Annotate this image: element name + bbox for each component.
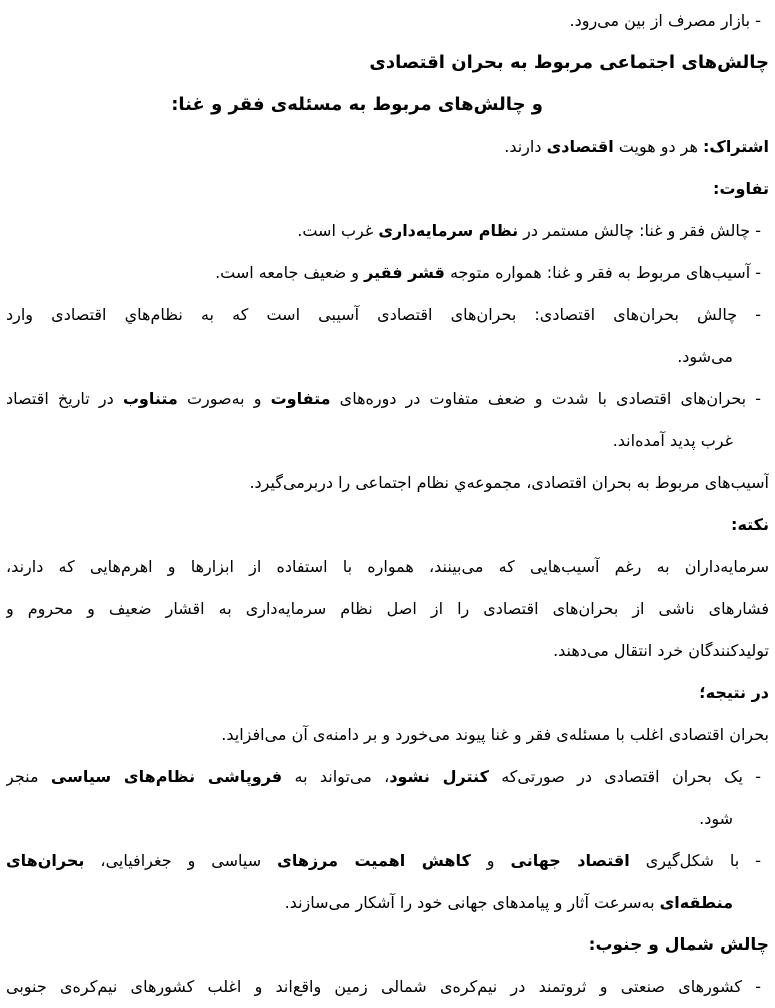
para-crisis-poverty-link: [6, 714, 769, 756]
text-run: و ضعیف جامعه است.: [215, 263, 365, 282]
text-line: [6, 126, 769, 168]
para-result-label: [6, 672, 769, 714]
bold-text-run: اقتصادی: [546, 137, 614, 156]
text-line: [6, 630, 769, 672]
text-line: [6, 714, 769, 756]
para-crisis-harms-society: [6, 462, 769, 504]
text-run: در تاریخ اقتصاد: [6, 389, 123, 408]
para-difference-label: [6, 168, 769, 210]
text-line: [6, 672, 769, 714]
text-run: منجر: [6, 767, 51, 786]
bold-text-run: منطقه‌ای: [659, 893, 733, 912]
bold-text-run: چالش‌های اجتماعی مربوط به بحران اقتصادی: [369, 52, 769, 73]
text-line: [6, 840, 769, 882]
text-line: [6, 0, 769, 42]
bold-text-run: کنترل نشود: [389, 767, 489, 786]
bullet-global-economy-regional-crises: [6, 840, 769, 924]
text-line: [6, 588, 769, 630]
text-run: - چالش فقر و غنا: چالش مستمر در: [518, 221, 761, 240]
para-commonality: [6, 126, 769, 168]
text-run: هر دو هویت: [613, 137, 704, 156]
text-run: دارند.: [504, 137, 547, 156]
text-run: - آسیب‌های مربوط به فقر و غنا: همواره متوجه: [444, 263, 761, 282]
bold-text-run: اشتراک:: [703, 137, 769, 156]
bullet-crises-intermittent: [6, 378, 769, 462]
text-run: ، می‌تواند به: [282, 767, 390, 786]
text-line: [6, 252, 769, 294]
text-run: تولیدکنندگان خرد انتقال می‌دهند.: [553, 641, 769, 660]
bold-text-run: چالش شمال و جنوب:: [588, 935, 769, 955]
bullet-economic-crises-challenge: [6, 294, 769, 378]
text-run: سرمایه‌داران به رغم آسیب‌هایی که می‌بینند، همواره با استفاده از ابزارها و اهرم‌هایی که دارند،: [6, 557, 769, 576]
bullet-poverty-wealth-challenge: [6, 210, 769, 252]
bold-text-run: نکته:: [731, 515, 769, 534]
bold-text-run: بحران‌های: [6, 851, 85, 870]
bold-text-run: فروپاشی نظام‌های سیاسی: [50, 767, 283, 786]
text-line: [6, 42, 769, 84]
text-run: می‌شود.: [677, 347, 733, 366]
bold-text-run: کاهش اهمیت مرزهای: [277, 851, 471, 870]
text-run: و به‌صورت: [177, 389, 271, 408]
text-run: - بحران‌های اقتصادی با شدت و ضعف متفاوت در دوره‌های: [330, 389, 762, 408]
heading-poverty-wealth-challenges: [6, 84, 543, 126]
text-run: بحران اقتصادی اغلب با مسئله‌ی فقر و غنا پیوند می‌خورد و بر دامنه‌ی آن می‌افزاید.: [221, 725, 769, 744]
bullet-poverty-harms: [6, 252, 769, 294]
text-line: [6, 966, 769, 1008]
bullet-consumption-market: [6, 0, 769, 42]
text-line: [6, 420, 769, 462]
bold-text-run: متناوب: [122, 389, 178, 408]
bold-text-run: اقتصاد جهانی: [510, 851, 630, 870]
text-line: [6, 756, 769, 798]
text-line: [6, 462, 769, 504]
text-line: [6, 84, 543, 126]
text-run: غرب پدید آمده‌اند.: [612, 431, 733, 450]
text-run: شود.: [699, 809, 733, 828]
text-line: [6, 798, 769, 840]
bold-text-run: نظام سرمایه‌داری: [378, 221, 519, 240]
text-line: [6, 924, 769, 966]
bold-text-run: تفاوت:: [713, 179, 769, 198]
text-run: - با شکل‌گیری: [629, 851, 762, 870]
text-run: سیاسی و جغرافیایی،: [84, 851, 278, 870]
text-run: - بازار مصرف از بین می‌رود.: [569, 11, 761, 30]
text-run: آسیب‌های مربوط به بحران اقتصادی، مجموعه‌ي نظام اجتماعی را دربرمی‌گیرد.: [249, 473, 769, 492]
text-line: [6, 210, 769, 252]
text-run: غرب است.: [297, 221, 379, 240]
text-run: - یک بحران اقتصادی در صورتی‌که: [488, 767, 762, 786]
bold-text-run: و چالش‌های مربوط به مسئله‌ی فقر و غنا:: [171, 94, 543, 115]
text-run: و: [470, 851, 511, 870]
text-line: [6, 546, 769, 588]
text-line: [6, 378, 769, 420]
para-note-label: [6, 504, 769, 546]
text-run: فشارهای ناشی از بحران‌های اقتصادی را از اصل نظام سرمایه‌داری به اقشار ضعیف و محروم و: [6, 599, 769, 618]
bullet-uncontrolled-crisis-collapse: [6, 756, 769, 840]
text-line: [6, 168, 769, 210]
text-line: [6, 504, 769, 546]
heading-social-challenges: [6, 42, 769, 84]
bold-text-run: در نتیجه؛: [699, 683, 769, 702]
text-run: - کشورهای صنعتی و ثروتمند در نیم‌کره‌ی شمالی زمین واقع‌اند و اغلب کشورهای نیم‌کره‌ی جنوبی: [6, 977, 761, 996]
heading-north-south-challenge: [6, 924, 769, 966]
para-capitalists-transfer-pressure: [6, 546, 769, 672]
text-line: [6, 882, 769, 924]
text-run: به‌سرعت آثار و پیامدهای جهانی خود را آشکار می‌سازند.: [284, 893, 660, 912]
bullet-industrial-north-countries: [6, 966, 769, 1008]
text-line: [6, 294, 769, 336]
bold-text-run: متفاوت: [270, 389, 331, 408]
text-line: [6, 336, 769, 378]
bold-text-run: قشر فقیر: [364, 263, 445, 282]
text-run: - چالش بحران‌های اقتصادی: بحران‌های اقتصادی آسیبی است که به نظام‌هاي اقتصادی وارد: [6, 305, 761, 324]
